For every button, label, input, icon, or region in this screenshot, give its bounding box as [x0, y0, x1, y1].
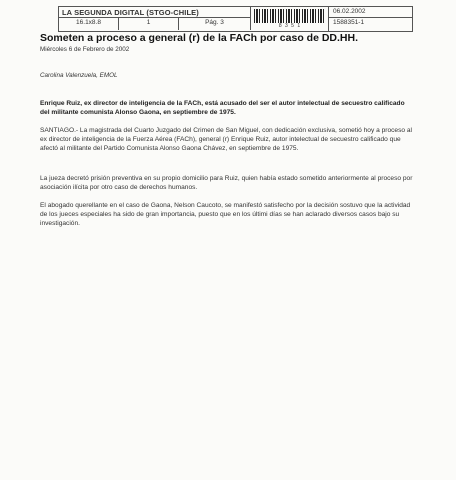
clip-size: 16.1x8.8	[59, 18, 119, 30]
barcode-icon	[254, 9, 326, 23]
clip-reference: 1588351-1	[333, 19, 365, 26]
clip-number: 1	[119, 18, 179, 30]
article-paragraph: SANTIAGO.- La magistrada del Cuarto Juzgado del Crimen de San Miguel, con dedicación exclusiva, sometió hoy a proceso al ex director de inteligencia de la Fuerza Aérea (FACh), general (r) Enrique Ruiz, autor intelectual de secuestro calificado que afectó al militante del Partido Comunista Alonso Gaona Chávez, en septiembre de 1975.	[40, 127, 413, 153]
article-lead: Enrique Ruiz, ex director de inteligencia de la FACh, está acusado del ser el autor intelectual de secuestro calificado del militante comunista Alonso Gaona, en septiembre de 1975.	[40, 100, 405, 117]
article-paragraph: La jueza decretó prisión preventiva en su propio domicilio para Ruiz, quien había estado sometido anteriormente al proceso por asociación ilícita por otro caso de derechos humanos.	[40, 175, 413, 192]
clip-date: 06.02.2002	[329, 7, 412, 18]
article-paragraph: El abogado querellante en el caso de Gaona, Nelson Caucoto, se manifestó satisfecho por la decisión sostuvo que la actividad de los jueces especiales ha sido de gran importancia, puesto que en los últimi días se han aclarado diversos casos bajo su investigación.	[40, 202, 411, 228]
article-dateline: Miércoles 6 de Febrero de 2002	[40, 46, 130, 53]
barcode-number: 8 3 5 1	[278, 23, 302, 29]
article-author: Carolina Valenzuela, EMOL	[40, 72, 118, 79]
article-headline: Someten a proceso a general (r) de la FACh por caso de DD.HH.	[40, 32, 358, 44]
clipping-header	[58, 6, 413, 32]
clip-page: Pág. 3	[179, 18, 251, 30]
source-name: LA SEGUNDA DIGITAL (STGO-CHILE)	[59, 7, 251, 18]
barcode	[251, 7, 329, 31]
